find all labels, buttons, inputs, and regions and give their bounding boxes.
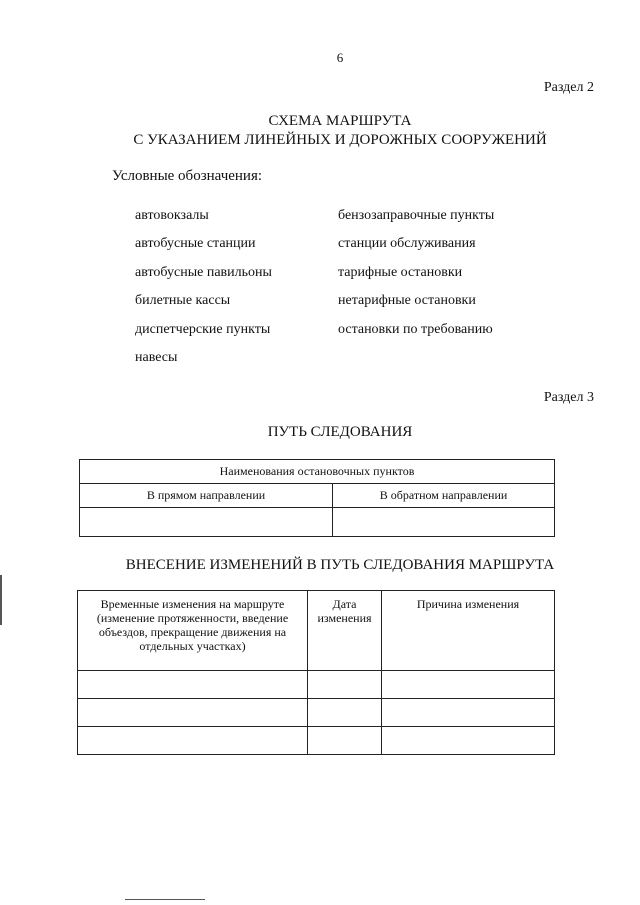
header-line: отдельных участках) xyxy=(139,639,246,653)
empty-cell xyxy=(78,699,308,727)
legend-item: навесы xyxy=(135,349,178,365)
page-number: 6 xyxy=(336,50,344,65)
change-reason-header: Причина изменения xyxy=(382,591,555,671)
reverse-direction-cell: В обратном направлении xyxy=(333,484,555,508)
scan-edge-mark xyxy=(0,575,2,625)
scheme-title xyxy=(0,112,640,150)
changes-table-header-row xyxy=(78,591,555,671)
legend-item: бензозаправочные пункты xyxy=(338,208,495,223)
legend-heading: Условные обозначения: xyxy=(112,168,263,184)
forward-direction-cell: В прямом направлении xyxy=(80,484,333,508)
scheme-title-line-2: С УКАЗАНИЕМ ЛИНЕЙНЫХ И ДОРОЖНЫХ СООРУЖЕНИЙ xyxy=(133,132,547,148)
empty-cell xyxy=(78,671,308,699)
section-2-label: Раздел 2 xyxy=(543,80,594,95)
empty-cell xyxy=(382,699,555,727)
legend-item: диспетчерские пункты xyxy=(135,321,271,337)
legend-item: автовокзалы xyxy=(135,208,209,223)
empty-cell xyxy=(308,671,382,699)
empty-cell xyxy=(78,727,308,755)
empty-cell xyxy=(80,508,333,537)
temporary-changes-header xyxy=(78,591,308,671)
legend-left-column xyxy=(135,207,272,377)
stops-header-cell: Наименования остановочных пунктов xyxy=(80,460,555,484)
route-table xyxy=(79,459,555,537)
changes-table xyxy=(77,590,555,755)
header-line: изменения xyxy=(317,611,372,625)
legend-item: остановки по требованию xyxy=(338,321,493,337)
changes-title: ВНЕСЕНИЕ ИЗМЕНЕНИЙ В ПУТЬ СЛЕДОВАНИЯ МАРШРУТА xyxy=(125,557,555,573)
empty-cell xyxy=(308,699,382,727)
table-row xyxy=(78,699,555,727)
legend-item: автобусные станции xyxy=(135,236,256,252)
table-row xyxy=(80,508,555,537)
route-table-direction-row xyxy=(80,484,555,508)
scheme-title-line-1: СХЕМА МАРШРУТА xyxy=(268,113,412,129)
table-row xyxy=(78,671,555,699)
legend-right-column xyxy=(338,207,494,349)
header-line: объездов, прекращение движения на xyxy=(98,625,287,639)
route-table-header-row xyxy=(80,460,555,484)
table-row xyxy=(78,727,555,755)
header-line: Дата xyxy=(332,597,357,611)
section-3-label: Раздел 3 xyxy=(543,390,594,405)
legend-item: автобусные павильоны xyxy=(135,264,272,280)
change-date-header xyxy=(308,591,382,671)
route-title: ПУТЬ СЛЕДОВАНИЯ xyxy=(267,424,413,440)
scan-line-mark xyxy=(125,899,205,900)
empty-cell xyxy=(308,727,382,755)
empty-cell xyxy=(382,727,555,755)
empty-cell xyxy=(333,508,555,537)
legend-item: станции обслуживания xyxy=(338,236,476,252)
legend-item: нетарифные остановки xyxy=(338,293,476,309)
header-line: Временные изменения на маршруте xyxy=(100,597,285,611)
empty-cell xyxy=(382,671,555,699)
legend-item: тарифные остановки xyxy=(338,264,463,280)
header-line: (изменение протяженности, введение xyxy=(96,611,289,625)
legend-item: билетные кассы xyxy=(135,293,231,309)
